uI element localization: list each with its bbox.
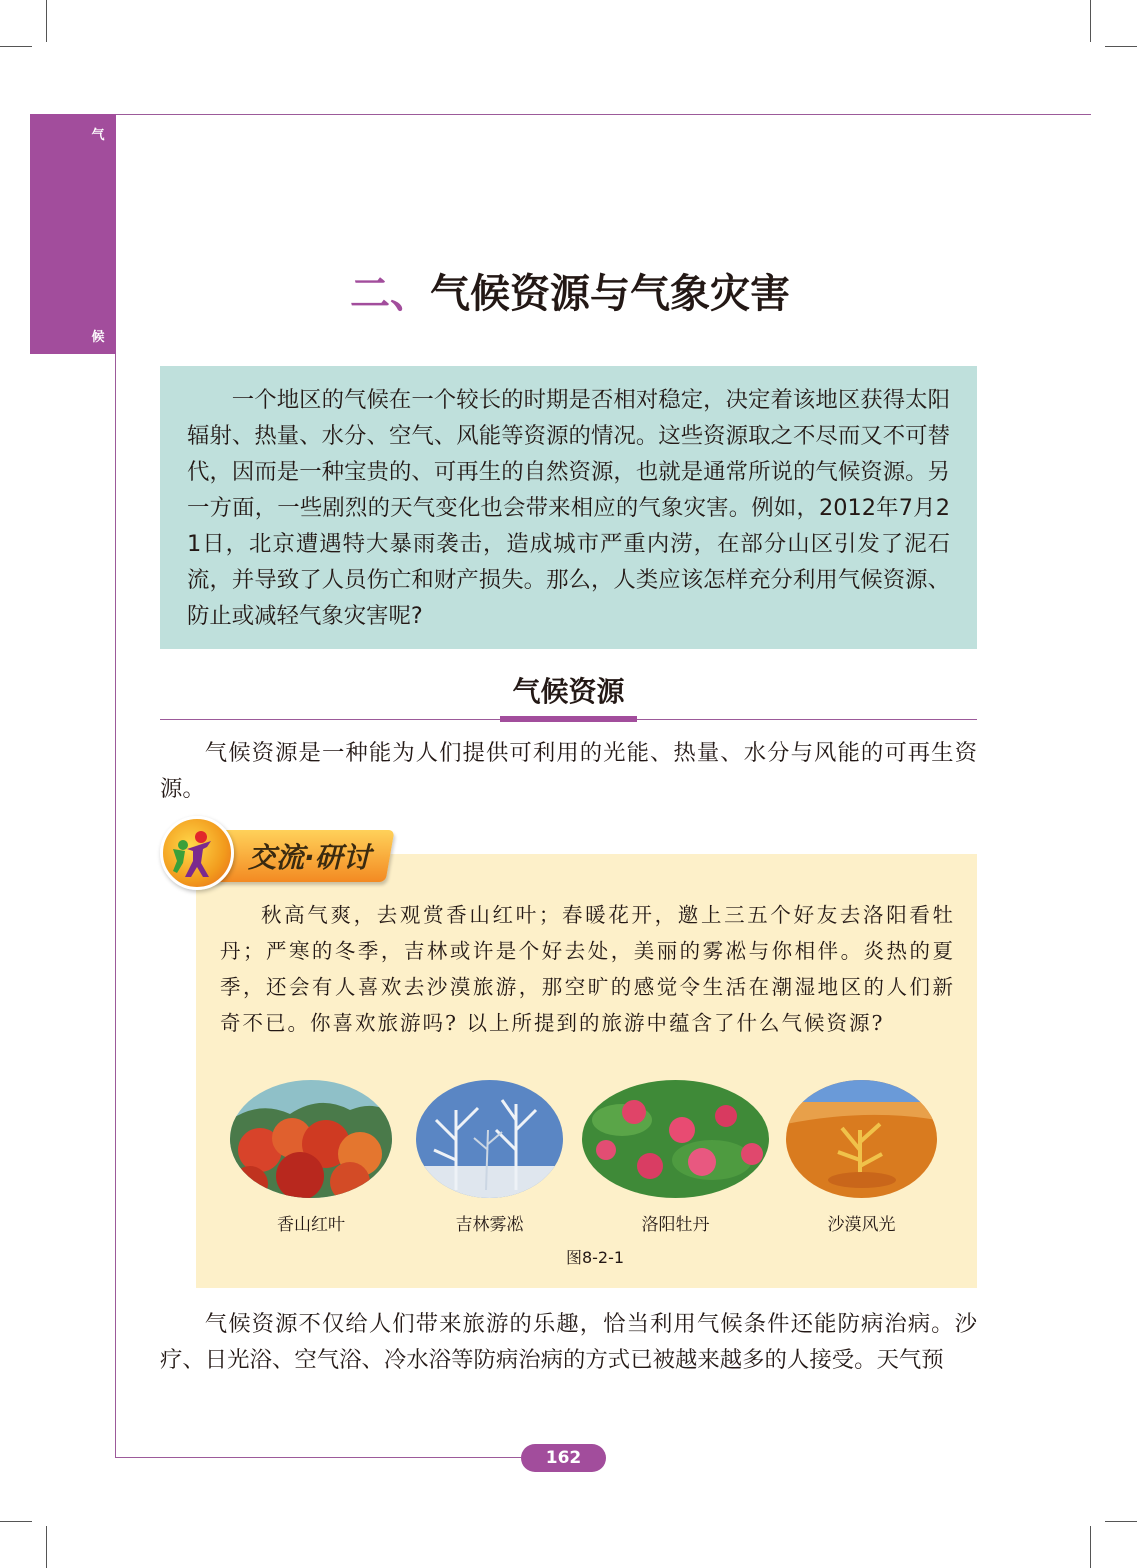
- crop-mark: [46, 0, 47, 42]
- intro-text: 一个地区的气候在一个较长的时期是否相对稳定，决定着该地区获得太阳辐射、热量、水分、空气、风能等资源的情况。这些资源取之不尽而又不可替代，因而是一种宝贵的、可再生的自然资源，也就是通常所说的气候资源。另一方面，一些剧烈的天气变化也会带来相应的气象灾害。例如，2012年7月21日，北京遭遇特大暴雨袭击，造成城市严重内涝，在部分山区引发了泥石流，并导致了人员伤亡和财产损失。那么，人类应该怎样充分利用气候资源、防止或减轻气象灾害呢?: [187, 387, 950, 629]
- luoyang-peony-photo: [582, 1080, 769, 1198]
- photo-caption: 吉林雾凇: [455, 1215, 524, 1234]
- top-rule: [116, 114, 1091, 115]
- crop-mark: [1105, 1521, 1137, 1522]
- photo-caption: 洛阳牡丹: [641, 1215, 710, 1234]
- discussion-title: 交流·研讨: [248, 841, 371, 874]
- section-title: [300, 262, 840, 319]
- subsection-heading: 气候资源: [512, 675, 625, 708]
- side-tab-top-char: 气: [91, 128, 105, 143]
- crop-mark: [0, 1521, 32, 1522]
- bottom-rule: [116, 1457, 521, 1458]
- body-paragraph: 气候资源不仅给人们带来旅游的乐趣，恰当利用气候条件还能防病治病。沙疗、日光浴、空气浴、冷水浴等防病治病的方式已被越来越多的人接受。天气预: [160, 1311, 977, 1372]
- page-number: 162: [521, 1444, 606, 1472]
- crop-mark: [1090, 0, 1091, 42]
- crop-mark: [1090, 1526, 1091, 1568]
- left-margin-rule: [115, 354, 116, 1458]
- subsection-accent-bar: [500, 716, 637, 722]
- intro-box: [160, 366, 977, 649]
- jilin-rime-photo: [416, 1080, 563, 1198]
- desert-scenery-photo: [786, 1080, 937, 1198]
- section-number: 二、: [350, 270, 430, 317]
- people-icon: [160, 816, 234, 890]
- body-paragraph: 气候资源是一种能为人们提供可利用的光能、热量、水分与风能的可再生资源。: [160, 740, 977, 801]
- crop-mark: [0, 46, 32, 47]
- chapter-side-tab: [30, 114, 116, 354]
- photo-caption: 香山红叶: [277, 1215, 345, 1234]
- discussion-header: [160, 816, 392, 908]
- crop-mark: [46, 1526, 47, 1568]
- crop-mark: [1105, 46, 1137, 47]
- photo-caption: 沙漠风光: [827, 1215, 896, 1234]
- xiangshan-red-leaves-photo: [230, 1080, 392, 1198]
- discussion-text: 秋高气爽，去观赏香山红叶；春暖花开，邀上三五个好友去洛阳看牡丹；严寒的冬季，吉林或许是个好去处，美丽的雾凇与你相伴。炎热的夏季，还会有人喜欢去沙漠旅游，那空旷的感觉令生活在潮湿地区的人们新奇不已。你喜欢旅游吗? 以上所提到的旅游中蕴含了什么气候资源?: [220, 903, 955, 1035]
- figure-label: 图8-2-1: [565, 1248, 625, 1267]
- section-title-text: 气候资源与气象灾害: [430, 270, 790, 317]
- side-tab-bottom-char: 候: [91, 330, 105, 345]
